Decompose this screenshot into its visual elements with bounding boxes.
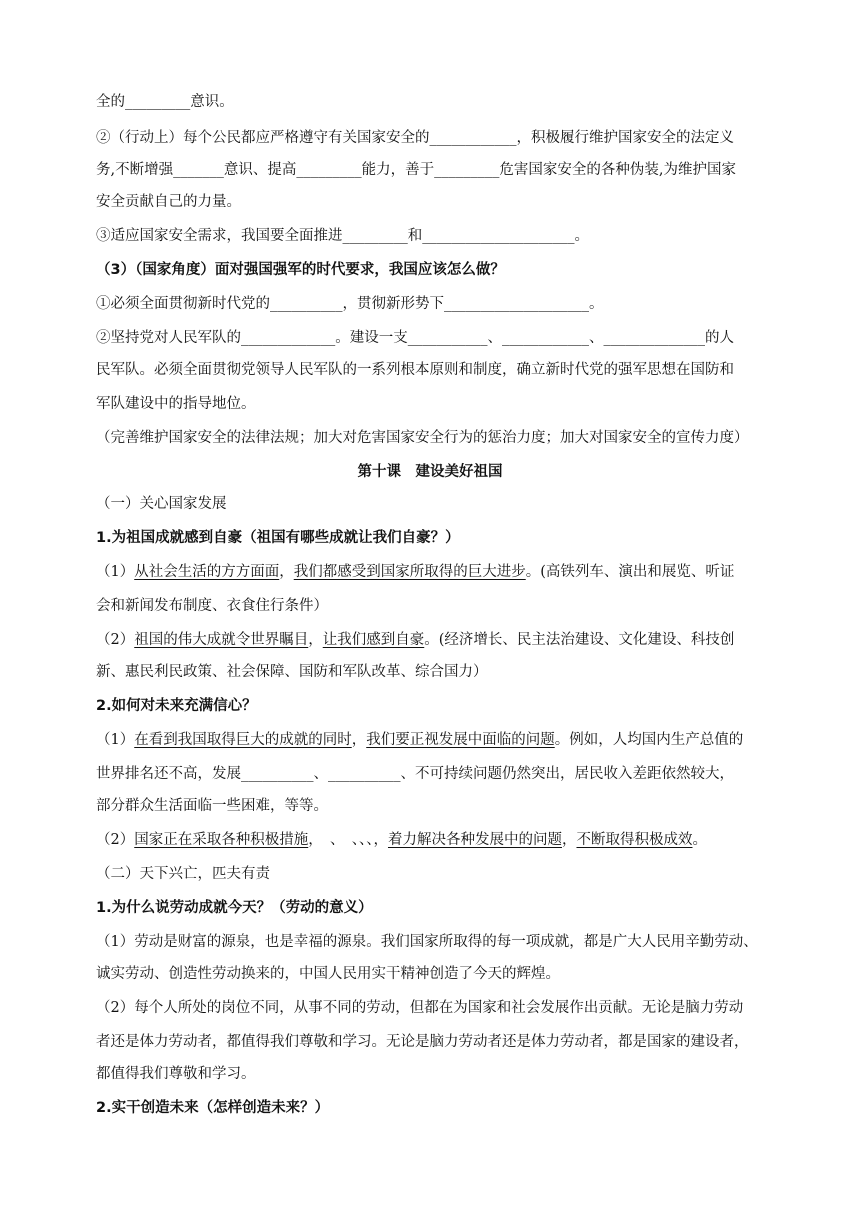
text-line: （1）在看到我国取得巨大的成就的同时，我们要正视发展中面临的问题。例如，人均国内生产总值的 bbox=[96, 732, 744, 748]
subsection-heading: （一）关心国家发展 bbox=[96, 496, 227, 512]
text-line: 会和新闻发布制度、衣食住行条件） bbox=[96, 598, 328, 614]
lesson-title: 第十课 建设美好祖国 bbox=[357, 464, 503, 480]
underlined-phrase: 着力解决各种发展中的问题 bbox=[387, 832, 562, 848]
text-line: 部分群众生活面临一些困难，等等。 bbox=[96, 798, 328, 814]
text-line: （1）从社会生活的方方面面，我们都感受到国家所取得的巨大进步。(高铁列车、演出和展览、听证 bbox=[96, 564, 735, 580]
question-heading: 1.为祖国成就感到自豪（祖国有哪些成就让我们自豪？） bbox=[96, 530, 460, 546]
text-line: 诚实劳动、创造性劳动换来的，中国人民用实干精神创造了今天的辉煌。 bbox=[96, 966, 560, 982]
text-line: （2）祖国的伟大成就令世界瞩目，让我们感到自豪。(经济增长、民主法治建设、文化建设、科技创 bbox=[96, 632, 735, 648]
text-line: 安全贡献自己的力量。 bbox=[96, 194, 241, 210]
text-line: （1）劳动是财富的源泉，也是幸福的源泉。我们国家所取得的每一项成就，都是广大人民用辛勤劳动、 bbox=[96, 934, 758, 950]
text-line: ②坚持党对人民军队的_____________。建设一支___________、____________、______________的人 bbox=[96, 330, 734, 346]
text-line: 军队建设中的指导地位。 bbox=[96, 396, 256, 412]
text-line: ①必须全面贯彻新时代党的__________，贯彻新形势下____________________。 bbox=[96, 296, 604, 312]
underlined-phrase: 从社会生活的方方面面 bbox=[134, 564, 280, 580]
underlined-phrase: 在看到我国取得巨大的成就的同时 bbox=[134, 732, 352, 748]
text-line: 世界排名还不高，发展__________、__________、不可持续问题仍然突出，居民收入差距依然较大， bbox=[96, 766, 734, 782]
text-line: 都值得我们尊敬和学习。 bbox=[96, 1066, 256, 1082]
question-heading: 1.为什么说劳动成就今天？（劳动的意义） bbox=[96, 900, 373, 916]
section-heading: （3）（国家角度）面对强国强军的时代要求，我国应该怎么做？ bbox=[96, 262, 505, 278]
underlined-phrase: 国家正在采取各种积极措施 bbox=[134, 832, 309, 848]
text-line: 民军队。必须全面贯彻党领导人民军队的一系列根本原则和制度，确立新时代党的强军思想在国防和 bbox=[96, 362, 734, 378]
text-line: ②（行动上）每个公民都应严格遵守有关国家安全的____________，积极履行维护国家安全的法定义 bbox=[96, 130, 734, 146]
text-line: （完善维护国家安全的法律法规；加大对危害国家安全行为的惩治力度；加大对国家安全的宣传力度） bbox=[96, 430, 749, 446]
subsection-heading: （二）天下兴亡，匹夫有责 bbox=[96, 866, 270, 882]
underlined-phrase: 不断取得积极成效 bbox=[576, 832, 693, 848]
text-line: 新、惠民利民政策、社会保障、国防和军队改革、综合国力） bbox=[96, 664, 488, 680]
underlined-phrase: 我们要正视发展中面临的问题 bbox=[366, 732, 555, 748]
text-line: 务,不断增强_______意识、提高_________能力，善于_________危害国家安全的各种伪装,为维护国家 bbox=[96, 162, 736, 178]
underlined-phrase: 让我们感到自豪 bbox=[322, 632, 425, 648]
text-line: （2）国家正在采取各种积极措施， 、 、、、，着力解决各种发展中的问题，不断取得积极成效。 bbox=[96, 832, 707, 848]
text-line: ③适应国家安全需求，我国要全面推进_________和_____________________。 bbox=[96, 228, 589, 244]
text-line: 者还是体力劳动者，都值得我们尊敬和学习。无论是脑力劳动者还是体力劳动者，都是国家的建设者， bbox=[96, 1034, 749, 1050]
text-line: （2）每个人所处的岗位不同，从事不同的劳动，但都在为国家和社会发展作出贡献。无论是脑力劳动 bbox=[96, 1000, 744, 1016]
underlined-phrase: 祖国的伟大成就令世界瞩目 bbox=[134, 632, 309, 648]
underlined-phrase: 我们都感受到国家所取得的巨大进步 bbox=[293, 564, 526, 580]
text-line: 全的_________意识。 bbox=[96, 94, 234, 110]
question-heading: 2.如何对未来充满信心？ bbox=[96, 698, 257, 714]
question-heading: 2.实干创造未来（怎样创造未来？） bbox=[96, 1100, 330, 1116]
